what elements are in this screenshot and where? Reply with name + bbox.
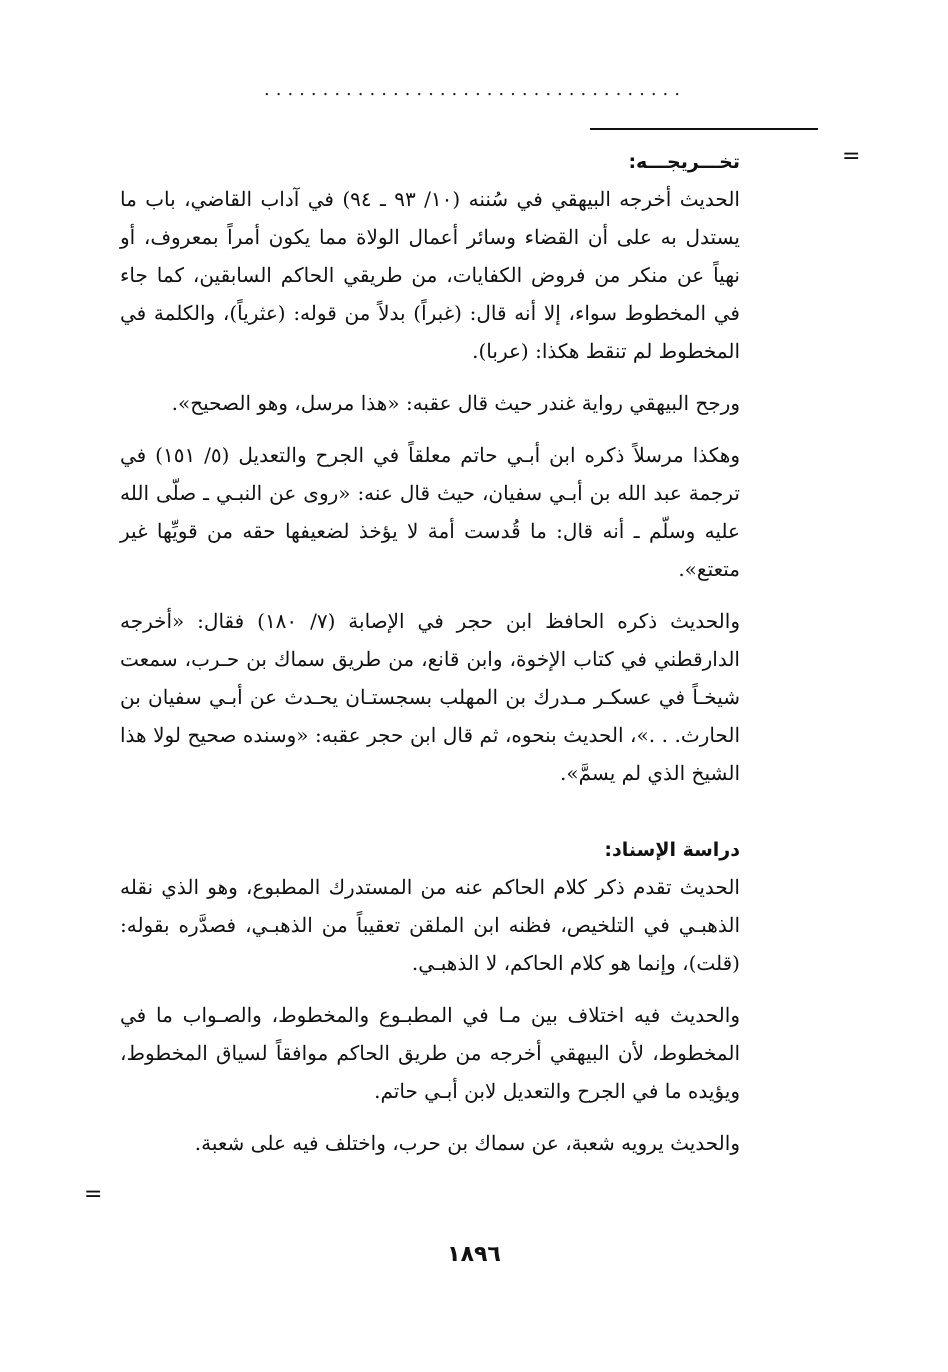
continuation-mark-bottom: = [84, 1182, 103, 1207]
continuation-mark-top: = [842, 144, 861, 169]
takhrij-paragraph-2: ورجح البيهقي رواية غندر حيث قال عقبه: «هذا مرسل، وهو الصحيح». [171, 391, 740, 415]
takhrij-paragraph-4: والحديث ذكره الحافظ ابن حجر في الإصابة (٧/ ١٨٠) فقال: «أخرجه الدارقطني في كتاب الإخوة، وابن قانع، من طريق سماك بن حـرب، سمعت شيخـاً في عسكـر مـدرك بن المهلب بسجستـان يحـدث عن أبـي سفيان بن الحارث. . .»، الحديث بنحوه، ثم قال ابن حجر عقبه: «وسنده صحيح لولا هذا الشيخ الذي لم يسمَّ». [120, 609, 740, 785]
takhrij-paragraph-3: وهكذا مرسلاً ذكره ابن أبـي حاتم معلقاً في الجرح والتعديل (٥/ ١٥١) في ترجمة عبد الله بن أبـي سفيان، حيث قال عنه: «روى عن النبـي ـ صلّى الله عليه وسلّم ـ أنه قال: ما قُدست أمة لا يؤخذ لضعيفها حقه من قويِّها غير متعتع». [120, 443, 741, 581]
takhrij-paragraph-1: الحديث أخرجه البيهقي في سُننه (١٠/ ٩٣ ـ ٩٤) في آداب القاضي، باب ما يستدل به على أن القضاء وسائر أعمال الولاة مما يكون أمراً بمعروف، أو نهياً عن منكر من فروض الكفايات، من طريقي الحاكم السابقين، كما جاء في المخطوط سواء، إلا أنه قال: (غبراً) بدلاً من قوله: (عثرياً)، والكلمة في المخطوط لم تنقط هكذا: (عربا). [120, 187, 740, 363]
footnote-dotted-separator: .................................... [264, 80, 686, 100]
dirasa-paragraph-2: والحديث فيه اختلاف بين مـا في المطبـوع والمخطوط، والصـواب ما في المخطوط، لأن البيهقي أخرجه من طريق الحاكم موافقاً لسياق المخطوط، ويؤيده ما في الجرح والتعديل لابن أبـي حاتم. [120, 1003, 740, 1103]
dirasa-heading: دراسة الإسناد: [604, 839, 740, 861]
takhrij-heading: تخـــريجـــه: [628, 151, 740, 173]
page-body [120, 144, 740, 1162]
footnote-rule [590, 128, 818, 130]
page-number: ١٨٩٦ [447, 1242, 501, 1267]
dirasa-paragraph-1: الحديث تقدم ذكر كلام الحاكم عنه من المستدرك المطبوع، وهو الذي نقله الذهبـي في التلخيص، فظنه ابن الملقن تعقيباً من الذهبـي، فصدَّره بقوله: (قلت)، وإنما هو كلام الحاكم، لا الذهبـي. [120, 875, 740, 975]
dirasa-paragraph-3: والحديث يرويه شعبة، عن سماك بن حرب، واختلف فيه على شعبة. [194, 1131, 740, 1155]
